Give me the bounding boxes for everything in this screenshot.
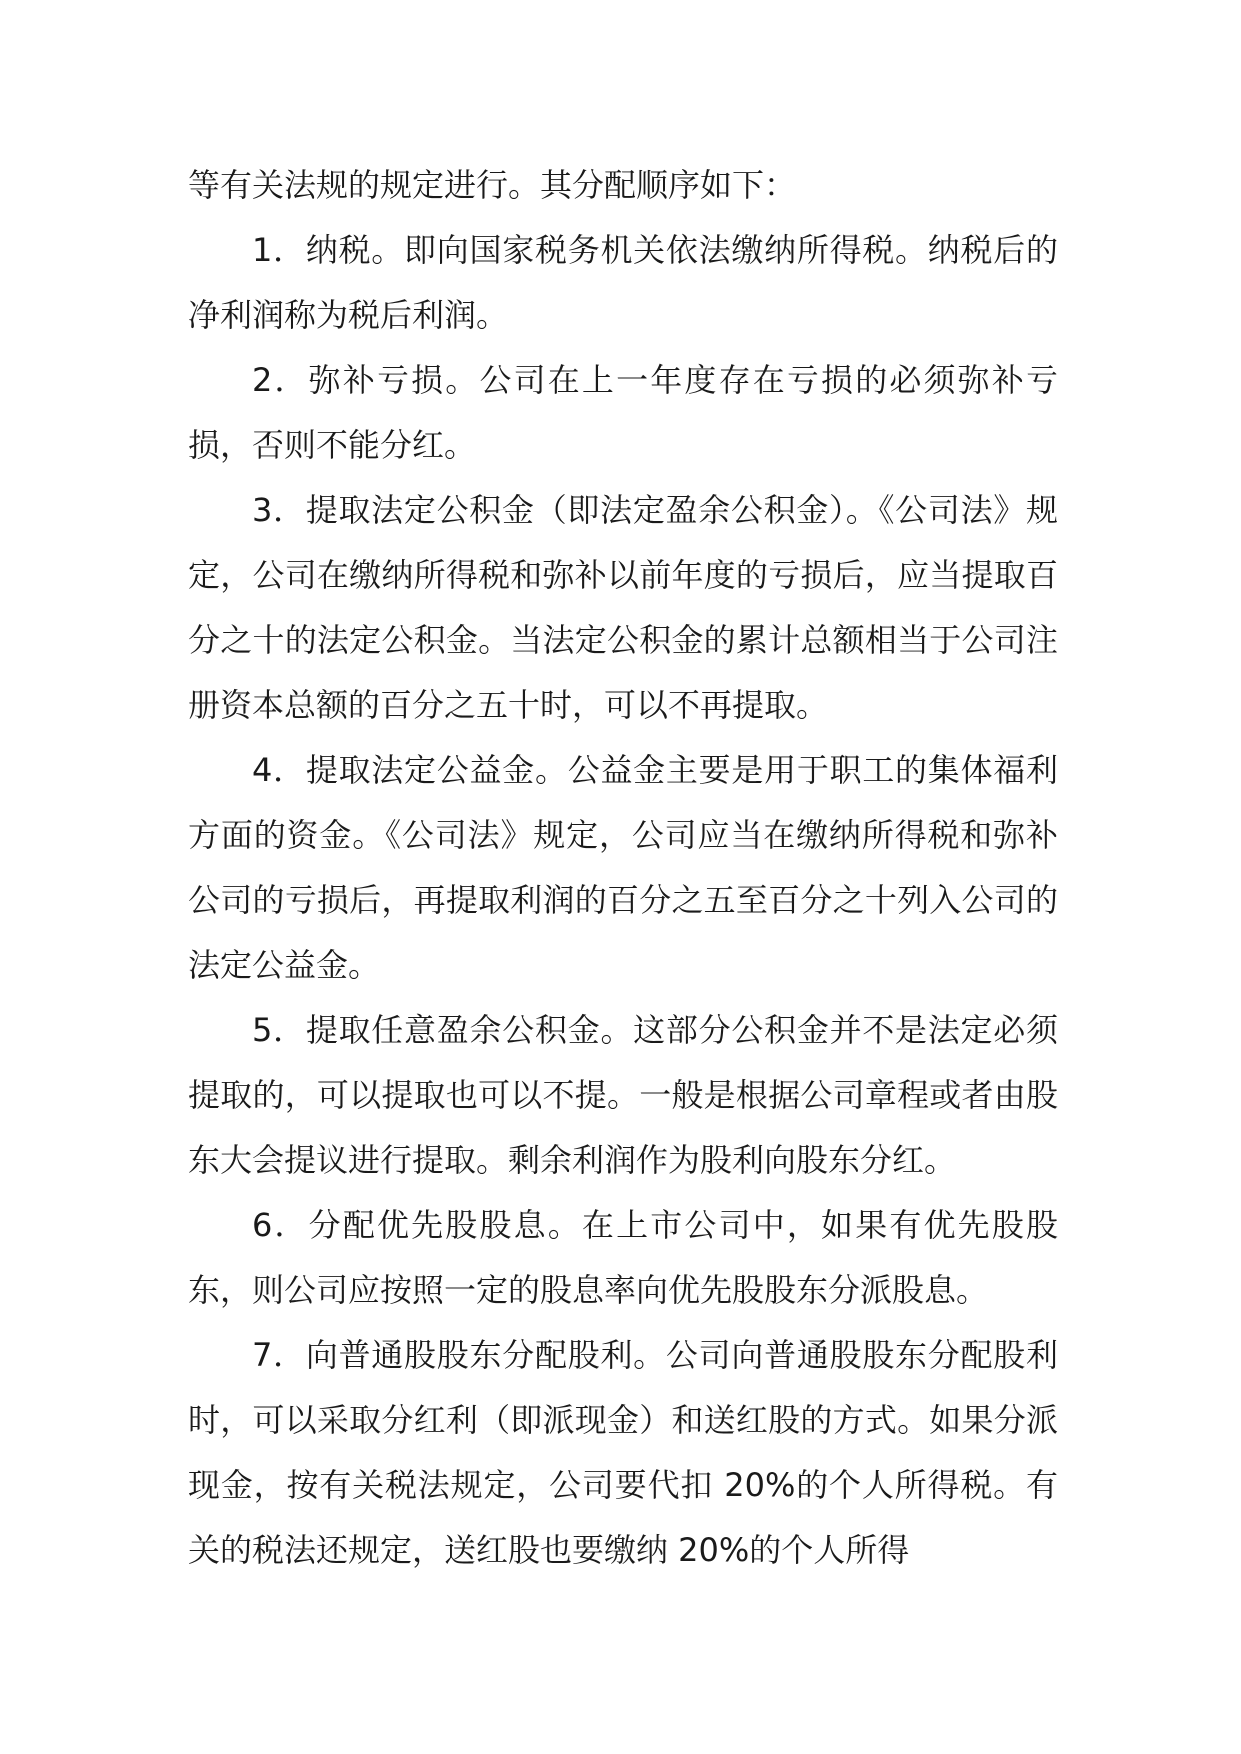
- paragraph-item-5: 5．提取任意盈余公积金。这部分公积金并不是法定必须提取的，可以提取也可以不提。一般是根据公司章程或者由股东大会提议进行提取。剩余利润作为股利向股东分红。: [188, 1011, 1058, 1179]
- document-body: [188, 153, 1058, 1583]
- paragraph-item-7: 7．向普通股股东分配股利。公司向普通股股东分配股利时，可以采取分红利（即派现金）和送红股的方式。如果分派现金，按有关税法规定，公司要代扣 20%的个人所得税。有关的税法还规定，送红股也要缴纳 20%的个人所得: [188, 1336, 1058, 1569]
- paragraph-item-2: 2．弥补亏损。公司在上一年度存在亏损的必须弥补亏损，否则不能分红。: [188, 361, 1058, 464]
- paragraph-item-3: 3．提取法定公积金（即法定盈余公积金）。《公司法》规定，公司在缴纳所得税和弥补以前年度的亏损后，应当提取百分之十的法定公积金。当法定公积金的累计总额相当于公司注册资本总额的百分之五十时，可以不再提取。: [188, 491, 1058, 724]
- paragraph-continuation: 等有关法规的规定进行。其分配顺序如下：: [188, 166, 797, 204]
- paragraph-item-4: 4．提取法定公益金。公益金主要是用于职工的集体福利方面的资金。《公司法》规定，公司应当在缴纳所得税和弥补公司的亏损后，再提取利润的百分之五至百分之十列入公司的法定公益金。: [188, 751, 1058, 984]
- paragraph-item-6: 6．分配优先股股息。在上市公司中，如果有优先股股东，则公司应按照一定的股息率向优先股股东分派股息。: [188, 1206, 1058, 1309]
- paragraph-item-1: 1．纳税。即向国家税务机关依法缴纳所得税。纳税后的净利润称为税后利润。: [188, 231, 1058, 334]
